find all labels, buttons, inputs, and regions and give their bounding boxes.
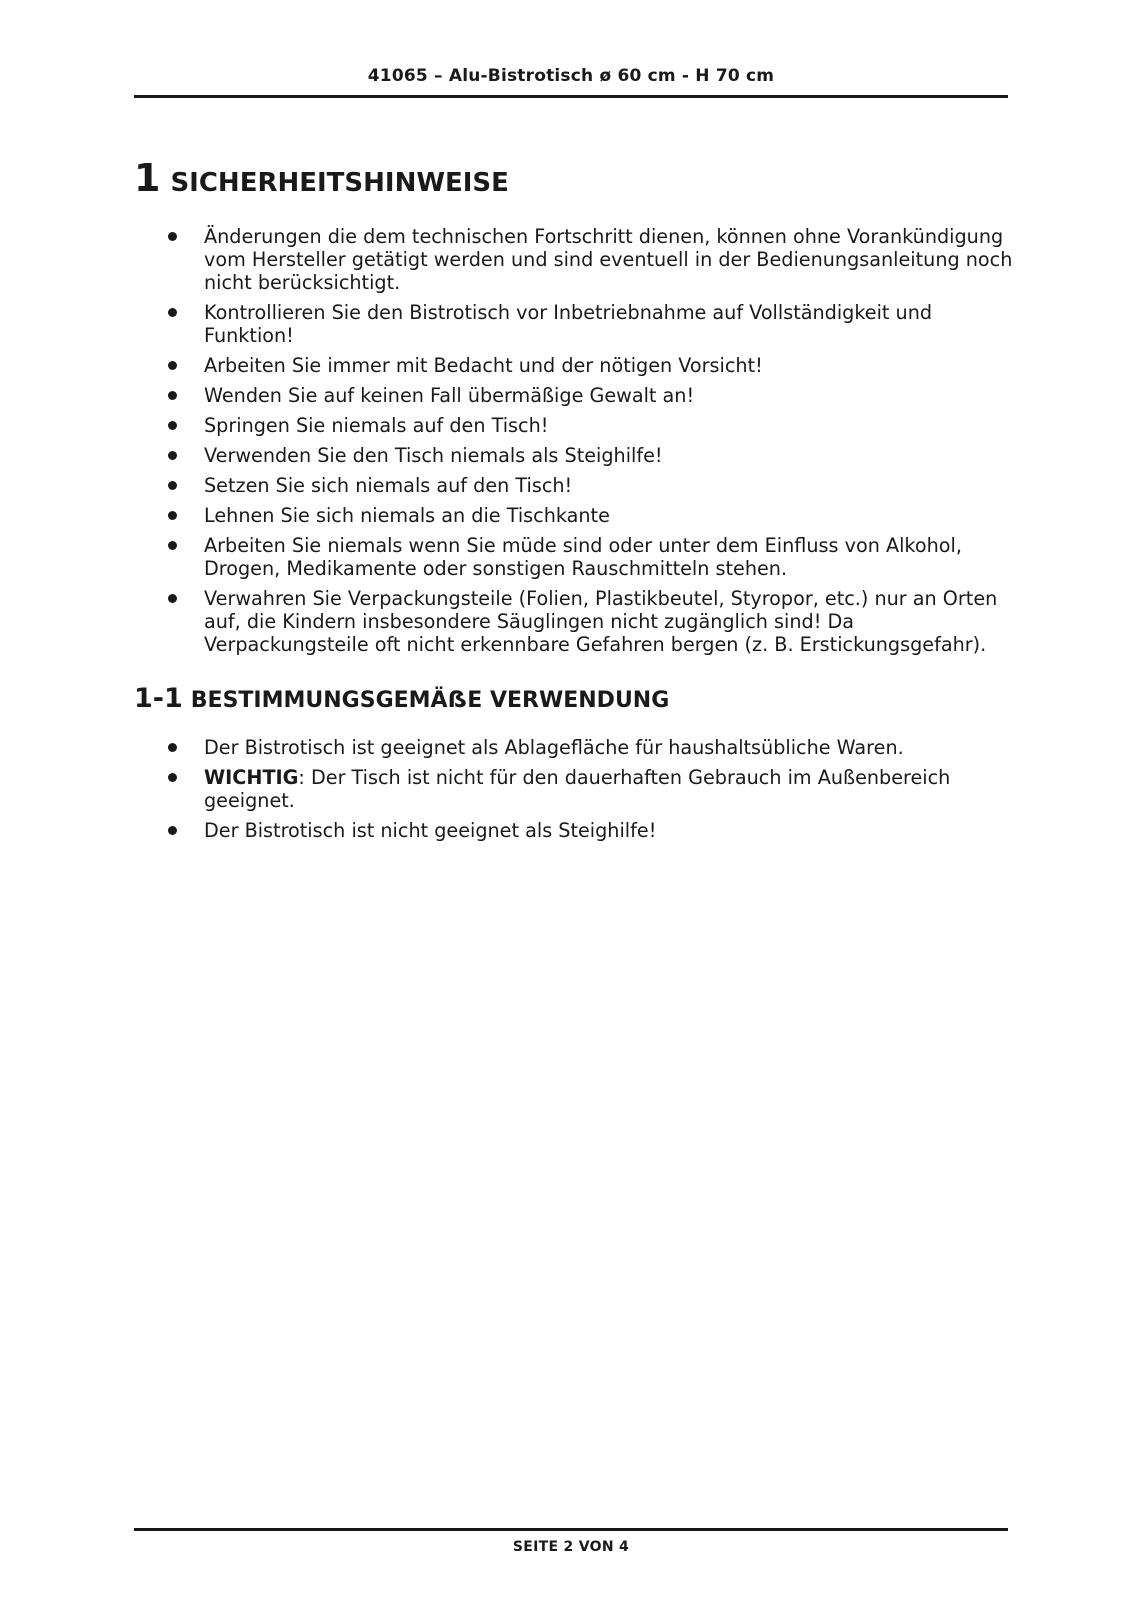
list-item-text: Änderungen die dem technischen Fortschritt dienen, können ohne Vorankündigung vom Hersteller getätigt werden und sind eventuell in der Bedienungsanleitung noch nicht berücksichtigt. (204, 225, 1013, 295)
document-body (134, 152, 1014, 849)
header-divider (134, 95, 1008, 98)
bullet-icon (168, 541, 177, 550)
list-item (134, 354, 1014, 377)
intended-use-list (134, 736, 1014, 842)
bullet-icon (168, 391, 177, 400)
list-item (134, 766, 1014, 812)
list-item (134, 301, 1014, 347)
list-item-text: Springen Sie niemals auf den Tisch! (204, 414, 549, 438)
bullet-icon (168, 826, 177, 835)
bullet-icon (168, 594, 177, 603)
list-item-text: Arbeiten Sie immer mit Bedacht und der nötigen Vorsicht! (204, 354, 763, 378)
bullet-icon (168, 308, 177, 317)
safety-list (134, 225, 1014, 656)
list-item (134, 444, 1014, 467)
list-item-text: Lehnen Sie sich niemals an die Tischkante (204, 504, 610, 528)
list-item-text: : Der Tisch ist nicht für den dauerhaften Gebrauch im Außenbereich geeignet. (204, 765, 951, 812)
section-number: 1 (134, 156, 161, 200)
list-item-text: Der Bistrotisch ist nicht geeignet als Steighilfe! (204, 818, 657, 842)
subsection-title: BESTIMMUNGSGEMÄẞE VERWENDUNG (190, 688, 670, 714)
list-item-text: Verwahren Sie Verpackungsteile (Folien, Plastikbeutel, Styropor, etc.) nur an Orten auf, die Kindern insbesondere Säuglingen nicht zugänglich sind! Da Verpackungsteile oft nicht erkennbare Gefahren bergen (z. B. Erstickungsgefahr). (204, 587, 998, 657)
list-item (134, 587, 1014, 656)
list-item-text: Arbeiten Sie niemals wenn Sie müde sind oder unter dem Einfluss von Alkohol, Drogen, Medikamente oder sonstigen Rauschmitteln stehen. (204, 534, 962, 581)
list-item-text: Der Bistrotisch ist geeignet als Ablagefläche für haushaltsübliche Waren. (204, 735, 904, 759)
list-item (134, 474, 1014, 497)
list-item (134, 504, 1014, 527)
bullet-icon (168, 232, 177, 241)
section-title: SICHERHEITSHINWEISE (170, 168, 509, 198)
bullet-icon (168, 773, 177, 782)
list-item (134, 225, 1014, 294)
list-item (134, 819, 1014, 842)
bullet-icon (168, 451, 177, 460)
page-header-title: 41065 – Alu-Bistrotisch ø 60 cm - H 70 cm (367, 66, 775, 86)
list-item-text: Wenden Sie auf keinen Fall übermäßige Gewalt an! (204, 384, 695, 408)
page-number: SEITE 2 VON 4 (512, 1539, 630, 1555)
section-heading-safety (134, 152, 1014, 205)
subsection-number: 1-1 (134, 683, 183, 715)
important-label: WICHTIG (204, 765, 299, 789)
list-item (134, 534, 1014, 580)
bullet-icon (168, 743, 177, 752)
list-item (134, 414, 1014, 437)
subsection-heading-intended-use (134, 680, 1014, 718)
list-item (134, 736, 1014, 759)
bullet-icon (168, 361, 177, 370)
list-item-text: Kontrollieren Sie den Bistrotisch vor Inbetriebnahme auf Vollständigkeit und Funktion! (204, 301, 933, 348)
list-item (134, 384, 1014, 407)
bullet-icon (168, 421, 177, 430)
footer-divider (134, 1528, 1008, 1531)
bullet-icon (168, 511, 177, 520)
list-item-text: Verwenden Sie den Tisch niemals als Steighilfe! (204, 444, 663, 468)
bullet-icon (168, 481, 177, 490)
list-item-text: Setzen Sie sich niemals auf den Tisch! (204, 474, 573, 498)
